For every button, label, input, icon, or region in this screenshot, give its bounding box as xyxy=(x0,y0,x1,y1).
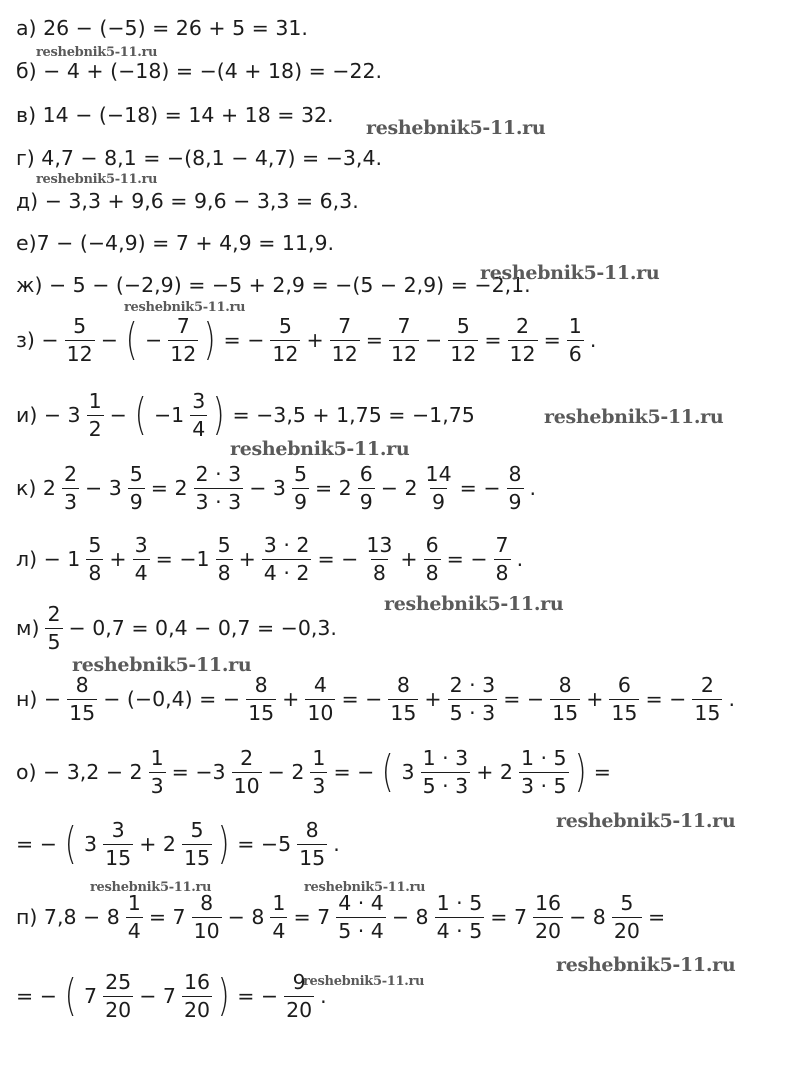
numerator: 5 xyxy=(217,533,231,557)
operator: + xyxy=(282,687,300,711)
operator: + xyxy=(238,547,256,571)
fraction xyxy=(126,893,143,941)
denominator: 5 · 3 xyxy=(422,773,469,798)
right-paren: ) xyxy=(574,746,587,797)
solution-g-text: г) 4,7 − 8,1 = −(8,1 − 4,7) = −3,4. xyxy=(16,146,382,170)
left-paren: ( xyxy=(134,389,147,440)
fraction xyxy=(609,675,639,723)
fraction xyxy=(62,464,79,512)
operator: + 2 xyxy=(139,832,176,856)
operator: − 3 xyxy=(249,476,286,500)
denominator: 20 xyxy=(613,918,640,943)
solution-o-line2 xyxy=(12,820,344,868)
denominator: 3 · 5 xyxy=(520,773,567,798)
operator: − 8 xyxy=(227,905,265,929)
result-text: − 0,7 = 0,4 − 0,7 = −0,3. xyxy=(68,616,337,640)
denominator: 15 xyxy=(390,700,417,725)
operator: − 2 xyxy=(380,476,418,500)
denominator: 12 xyxy=(170,341,197,366)
solution-b-text: б) − 4 + (−18) = −(4 + 18) = −22. xyxy=(16,59,383,83)
fraction xyxy=(103,972,133,1020)
watermark: reshebnik5-11.ru xyxy=(304,880,426,895)
fraction xyxy=(86,535,103,583)
numerator: 8 xyxy=(558,673,572,697)
operator: − 7 xyxy=(139,984,176,1008)
operator: = 7 xyxy=(148,905,186,929)
fraction xyxy=(435,893,485,941)
solution-zh xyxy=(12,273,535,297)
watermark: reshebnik5-11.ru xyxy=(480,262,660,284)
operator: = 2 xyxy=(150,476,188,500)
numerator: 2 xyxy=(63,462,77,486)
solution-z xyxy=(12,316,600,364)
denominator: 3 · 3 xyxy=(195,489,242,514)
left-paren: ( xyxy=(64,970,77,1021)
operator: = xyxy=(484,328,502,352)
watermark: reshebnik5-11.ru xyxy=(556,954,736,976)
operator: = − xyxy=(341,687,383,711)
denominator: 15 xyxy=(694,700,721,725)
watermark: reshebnik5-11.ru xyxy=(124,300,246,315)
label: л) − 1 xyxy=(16,547,81,571)
denominator: 4 xyxy=(272,918,286,943)
operator: − 2 xyxy=(267,760,305,784)
label: н) − xyxy=(16,687,62,711)
watermark: reshebnik5-11.ru xyxy=(72,654,252,676)
numerator: 3 xyxy=(134,533,148,557)
fraction xyxy=(389,316,419,364)
solution-e xyxy=(12,231,338,255)
fraction xyxy=(190,391,207,439)
denominator: 12 xyxy=(509,341,536,366)
solution-e-text: е)7 − (−4,9) = 7 + 4,9 = 11,9. xyxy=(16,231,335,255)
denominator: 20 xyxy=(105,997,132,1022)
solution-p-line1 xyxy=(12,893,669,941)
fraction xyxy=(182,820,212,868)
numerator: 1 · 5 xyxy=(436,891,483,915)
fraction xyxy=(270,893,287,941)
numerator: 6 xyxy=(359,462,373,486)
denominator: 20 xyxy=(183,997,211,1022)
fraction xyxy=(448,316,478,364)
fraction xyxy=(128,464,145,512)
numerator: 5 xyxy=(73,314,87,338)
operator: − (−0,4) = − xyxy=(103,687,241,711)
denominator: 3 xyxy=(150,773,164,798)
fraction xyxy=(424,535,441,583)
solution-a-text: а) 26 − (−5) = 26 + 5 = 31. xyxy=(16,16,308,40)
numerator: 5 xyxy=(278,314,292,338)
fraction xyxy=(67,675,97,723)
operator: − xyxy=(100,328,118,352)
fraction xyxy=(612,893,642,941)
denominator: 8 xyxy=(372,560,386,585)
operator: − xyxy=(425,328,443,352)
watermark: reshebnik5-11.ru xyxy=(303,974,425,989)
watermark: reshebnik5-11.ru xyxy=(36,45,158,60)
fraction xyxy=(421,748,471,796)
fraction xyxy=(45,604,62,652)
operator: + xyxy=(306,328,324,352)
fraction xyxy=(305,675,335,723)
right-paren: ) xyxy=(203,314,216,365)
fraction xyxy=(87,391,104,439)
fraction xyxy=(103,820,133,868)
period: . xyxy=(320,984,327,1008)
denominator: 5 xyxy=(47,629,61,654)
numerator: 4 · 4 xyxy=(338,891,384,915)
right-paren: ) xyxy=(212,389,225,440)
label: = − xyxy=(16,984,57,1008)
fraction xyxy=(168,316,198,364)
fraction xyxy=(550,675,580,723)
numerator: 4 xyxy=(313,673,327,697)
solution-d-text: д) − 3,3 + 9,6 = 9,6 − 3,3 = 6,3. xyxy=(16,189,359,213)
fraction xyxy=(508,316,538,364)
fraction xyxy=(494,535,511,583)
label: к) 2 xyxy=(16,476,56,500)
right-paren: ) xyxy=(217,970,230,1021)
operator: = 2 xyxy=(314,476,352,500)
numerator: 8 xyxy=(254,673,268,697)
operator: + xyxy=(400,547,418,571)
denominator: 15 xyxy=(299,845,326,870)
denominator: 15 xyxy=(105,845,132,870)
watermark: reshebnik5-11.ru xyxy=(36,172,158,187)
solution-n xyxy=(12,675,739,723)
operator: = − xyxy=(446,547,488,571)
operator: = xyxy=(647,905,666,929)
operator: = − xyxy=(503,687,545,711)
denominator: 15 xyxy=(183,845,211,870)
denominator: 8 xyxy=(88,560,102,585)
numerator: 16 xyxy=(183,970,211,994)
fraction xyxy=(216,535,233,583)
denominator: 6 xyxy=(568,341,582,366)
denominator: 9 xyxy=(293,489,307,514)
numerator: 5 xyxy=(456,314,470,338)
denominator: 20 xyxy=(535,918,562,943)
denominator: 4 xyxy=(192,416,206,441)
numerator: 5 xyxy=(293,462,307,486)
numerator: 7 xyxy=(338,314,352,338)
fraction xyxy=(232,748,262,796)
fraction xyxy=(262,535,312,583)
operator: = −3 xyxy=(171,760,226,784)
denominator: 4 xyxy=(134,560,148,585)
operator: 7 xyxy=(84,984,98,1008)
numerator: 8 xyxy=(200,891,214,915)
numerator: 6 xyxy=(425,533,439,557)
operator: + xyxy=(586,687,604,711)
operator: = − xyxy=(237,984,279,1008)
denominator: 9 xyxy=(129,489,143,514)
numerator: 1 xyxy=(88,389,102,413)
fraction xyxy=(507,464,524,512)
numerator: 8 xyxy=(75,673,89,697)
solution-d xyxy=(12,189,363,213)
denominator: 4 · 5 xyxy=(436,918,483,943)
solution-zh-text: ж) − 5 − (−2,9) = −5 + 2,9 = −(5 − 2,9) = −2,1. xyxy=(16,273,531,297)
label: з) − xyxy=(16,328,59,352)
fraction xyxy=(519,748,569,796)
operator: = − xyxy=(223,328,265,352)
denominator: 10 xyxy=(307,700,334,725)
denominator: 10 xyxy=(233,773,260,798)
fraction xyxy=(364,535,394,583)
denominator: 15 xyxy=(611,700,638,725)
operator: = − xyxy=(459,476,501,500)
numerator: 2 xyxy=(240,746,254,770)
denominator: 8 xyxy=(425,560,439,585)
solution-k xyxy=(12,464,540,512)
numerator: 1 xyxy=(568,314,582,338)
denominator: 8 xyxy=(217,560,231,585)
operator: −1 xyxy=(153,403,185,427)
period: . xyxy=(529,476,537,500)
numerator: 3 xyxy=(192,389,206,413)
numerator: 2 · 3 xyxy=(195,462,242,486)
denominator: 9 xyxy=(432,489,446,514)
operator: = −5 xyxy=(237,832,292,856)
fraction xyxy=(567,316,584,364)
numerator: 9 xyxy=(292,970,306,994)
denominator: 8 xyxy=(495,560,509,585)
numerator: 7 xyxy=(397,314,411,338)
fraction xyxy=(194,464,244,512)
operator: = − xyxy=(645,687,687,711)
numerator: 1 · 3 xyxy=(422,746,469,770)
left-paren: ( xyxy=(381,746,394,797)
fraction xyxy=(246,675,276,723)
numerator: 5 xyxy=(88,533,102,557)
numerator: 5 xyxy=(129,462,143,486)
label: = − xyxy=(16,832,57,856)
operator: = −1 xyxy=(155,547,210,571)
numerator: 13 xyxy=(366,533,393,557)
operator: − xyxy=(145,328,163,352)
solution-b xyxy=(12,59,386,83)
fraction xyxy=(358,464,375,512)
fraction xyxy=(292,464,309,512)
watermark: reshebnik5-11.ru xyxy=(556,810,736,832)
left-paren: ( xyxy=(64,818,77,869)
fraction xyxy=(330,316,360,364)
denominator: 12 xyxy=(390,341,418,366)
operator: + xyxy=(424,687,442,711)
fraction xyxy=(533,893,563,941)
numerator: 1 xyxy=(312,746,326,770)
operator: + xyxy=(109,547,127,571)
denominator: 3 xyxy=(63,489,77,514)
solution-l xyxy=(12,535,527,583)
label: о) − 3,2 − 2 xyxy=(16,760,143,784)
denominator: 20 xyxy=(286,997,313,1022)
fraction xyxy=(149,748,166,796)
numerator: 2 xyxy=(47,602,61,626)
operator: = xyxy=(365,328,383,352)
fraction xyxy=(297,820,327,868)
operator: − 3 xyxy=(85,476,122,500)
operator: − 8 xyxy=(391,905,429,929)
period: . xyxy=(516,547,524,571)
numerator: 2 xyxy=(700,673,714,697)
operator: + 2 xyxy=(476,760,513,784)
label: м) xyxy=(16,616,40,640)
period: . xyxy=(728,687,735,711)
operator: 3 xyxy=(401,760,415,784)
operator: = 7 xyxy=(293,905,331,929)
fraction xyxy=(270,316,300,364)
fraction xyxy=(65,316,95,364)
right-paren: ) xyxy=(217,818,230,869)
solution-v xyxy=(12,103,338,127)
fraction xyxy=(336,893,386,941)
fraction xyxy=(133,535,150,583)
numerator: 5 xyxy=(620,891,634,915)
denominator: 15 xyxy=(69,700,96,725)
period: . xyxy=(589,328,597,352)
period: . xyxy=(333,832,340,856)
denominator: 12 xyxy=(450,341,477,366)
denominator: 5 · 3 xyxy=(449,700,496,725)
numerator: 16 xyxy=(535,891,562,915)
solution-v-text: в) 14 − (−18) = 14 + 18 = 32. xyxy=(16,103,334,127)
operator: − xyxy=(109,403,127,427)
numerator: 8 xyxy=(396,673,410,697)
solution-m xyxy=(12,604,341,652)
operator: = − xyxy=(317,547,359,571)
solution-a xyxy=(12,16,312,40)
denominator: 12 xyxy=(331,341,358,366)
numerator: 7 xyxy=(495,533,509,557)
watermark: reshebnik5-11.ru xyxy=(366,117,546,139)
numerator: 1 · 5 xyxy=(520,746,567,770)
denominator: 2 xyxy=(88,416,102,441)
label: п) 7,8 − 8 xyxy=(16,905,120,929)
denominator: 10 xyxy=(193,918,220,943)
denominator: 3 xyxy=(312,773,326,798)
solution-p-line2 xyxy=(12,972,331,1020)
fraction xyxy=(448,675,498,723)
numerator: 3 xyxy=(111,818,125,842)
watermark: reshebnik5-11.ru xyxy=(544,406,724,428)
operator: 3 xyxy=(84,832,98,856)
numerator: 8 xyxy=(508,462,522,486)
numerator: 1 xyxy=(272,891,286,915)
numerator: 3 · 2 xyxy=(263,533,310,557)
denominator: 9 xyxy=(508,489,522,514)
watermark: reshebnik5-11.ru xyxy=(230,438,410,460)
denominator: 12 xyxy=(66,341,93,366)
denominator: 5 · 4 xyxy=(338,918,384,943)
operator: − 8 xyxy=(569,905,606,929)
denominator: 4 xyxy=(127,918,141,943)
numerator: 1 xyxy=(150,746,164,770)
fraction xyxy=(424,464,454,512)
denominator: 15 xyxy=(248,700,275,725)
fraction xyxy=(310,748,327,796)
numerator: 7 xyxy=(176,314,190,338)
numerator: 5 xyxy=(190,818,204,842)
operator: = xyxy=(593,760,611,784)
denominator: 4 · 2 xyxy=(263,560,310,585)
numerator: 2 · 3 xyxy=(449,673,496,697)
numerator: 6 xyxy=(617,673,631,697)
operator: = xyxy=(543,328,561,352)
fraction xyxy=(692,675,722,723)
denominator: 12 xyxy=(272,341,299,366)
watermark: reshebnik5-11.ru xyxy=(384,593,564,615)
solution-g xyxy=(12,146,386,170)
numerator: 14 xyxy=(425,462,452,486)
solution-o-line1 xyxy=(12,748,615,796)
watermark: reshebnik5-11.ru xyxy=(90,880,212,895)
numerator: 2 xyxy=(516,314,530,338)
operator: = 7 xyxy=(490,905,527,929)
result-text: = −3,5 + 1,75 = −1,75 xyxy=(232,403,475,427)
numerator: 1 xyxy=(127,891,141,915)
left-paren: ( xyxy=(125,314,138,365)
fraction xyxy=(192,893,222,941)
denominator: 9 xyxy=(359,489,373,514)
operator: = − xyxy=(333,760,375,784)
numerator: 8 xyxy=(305,818,319,842)
fraction xyxy=(182,972,212,1020)
label: и) − 3 xyxy=(16,403,81,427)
solution-i xyxy=(12,391,479,439)
numerator: 25 xyxy=(105,970,132,994)
fraction xyxy=(388,675,418,723)
denominator: 15 xyxy=(552,700,579,725)
